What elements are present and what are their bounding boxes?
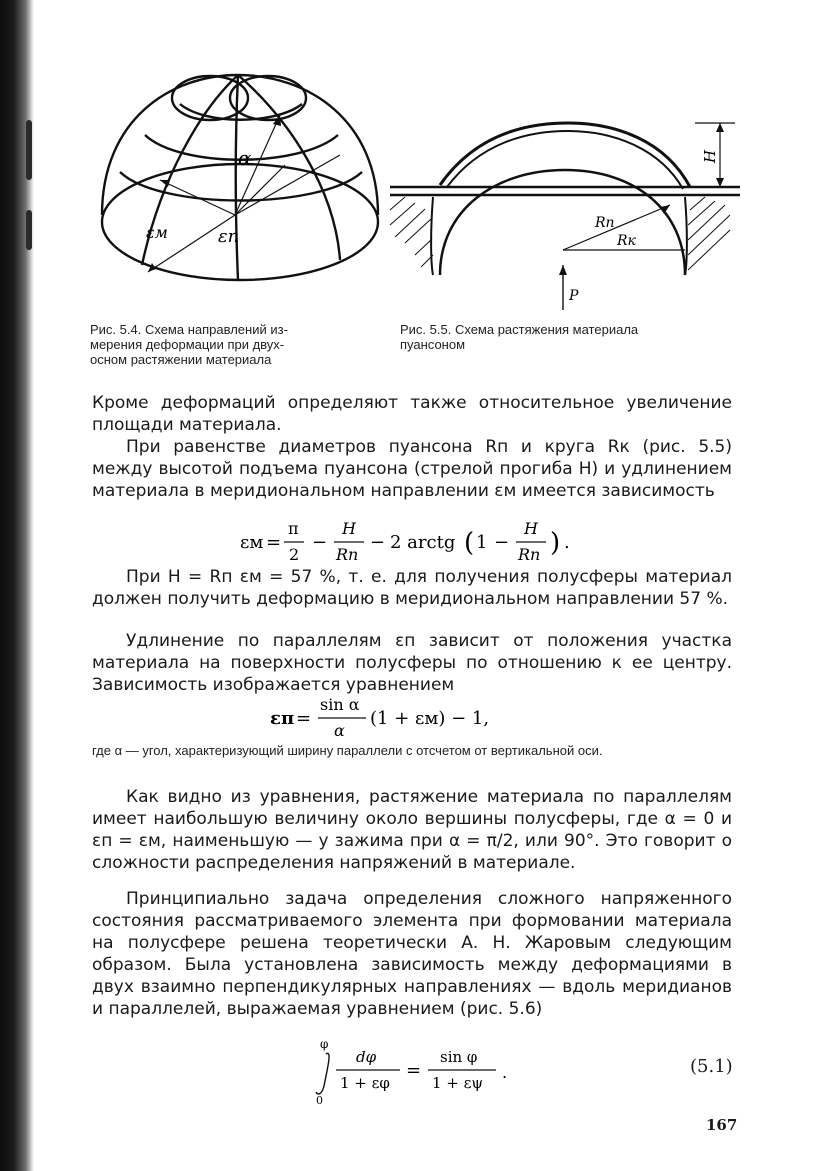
Rp-label: Rп [595,215,615,231]
Rk-label: Rк [617,233,636,249]
formula1-lhs: εм [240,532,264,553]
formula1-arctg: 2 arctg [390,532,456,553]
formula3-sinphi: sin φ [440,1048,478,1066]
formula2-lhs: εп [270,708,295,729]
formula1-period: . [564,532,570,553]
formula2-sin-alpha: sin α [320,696,360,714]
figure-5-5-punch [385,115,745,315]
formula1-minus-3: − [494,532,510,553]
formula3-denom2: 1 + εψ [432,1074,484,1092]
formula3-lower: 0 [316,1094,323,1106]
formula1-H: H [342,519,356,538]
binding-mark [26,120,32,180]
formula1-two: 2 [289,545,300,564]
paragraph-1: Кроме деформаций определяют также относительное увеличение площади материала. [92,393,732,435]
formula3-upper: φ [320,1037,329,1051]
formula2-bracket: (1 + εм) − 1, [370,708,490,729]
formula1-minus-2: − [370,532,386,553]
formula1-one: 1 [476,532,488,553]
formula3-equals: = [406,1060,422,1081]
paragraph-5: Как видно из уравнения, растяжение материала по параллелям имеет наибольшую величину около вершины полусферы, где α = 0 и εп = εм, наименьшую — у зажима при α = π/2, или 90°. Это говорит о сложности распределения напряжений в материале. [92,787,732,873]
formula1-pi: π [288,519,299,538]
figure-5-4-hemisphere [90,60,390,295]
formula-em [240,518,600,568]
binding-mark [26,210,32,250]
H-label: H [701,149,719,163]
formula-note: где α — угол, характеризующий ширину параллели с отсчетом от вертикальной оси. [92,743,603,758]
formula1-Rp-2: Rп [518,545,541,564]
P-label: P [569,288,579,304]
formula3-period: . [502,1063,508,1082]
paragraph-4: Удлинение по параллелям εп зависит от положения участка материала на поверхности полусферы по отношению к ее центру. Зависимость изображается уравнением [92,631,732,695]
figure-5-4-caption: Рис. 5.4. Схема направлений из- мерения деформации при двух- осном растяжении материала [90,322,288,367]
page-number: 167 [706,1116,738,1134]
formula1-open-paren: ( [464,528,475,558]
formula-en [270,696,550,742]
formula1-equals: = [266,532,282,553]
paragraph-2: При равенстве диаметров пуансона Rп и круга Rк (рис. 5.5) между высотой подъема пуансона (стрелой прогиба H) и удлинением материала в меридиональном направлении εм имеется зависимость [92,437,732,501]
formula3-dphi: dφ [356,1048,377,1066]
formula2-equals: = [296,708,312,729]
em-label: εм [146,223,168,242]
paragraph-3: При H = Rп εм = 57 %, т. е. для получения полусферы материал должен получить деформацию в меридиональном направлении 57 %. [92,567,732,609]
integral-sign [316,1053,329,1094]
equation-number: (5.1) [690,1056,733,1077]
formula1-H-2: H [524,519,538,538]
alpha-label: α [238,146,252,170]
formula-5-1 [312,1036,532,1106]
figure-5-5-caption: Рис. 5.5. Схема растяжения материала пуансоном [400,322,639,352]
en-label: εn [218,226,240,247]
formula3-denom1: 1 + εφ [340,1074,390,1092]
formula1-close-paren: ) [550,528,561,558]
paragraph-6: Принципиально задача определения сложного напряженного состояния рассматриваемого элемента при формовании материала на полусфере решена теоретически А. Н. Жаровым следующим образом. Была установлена зависимость между деформациями в двух взаимно перпендикулярных направлениях — вдоль меридианов и параллелей, выражаемая уравнением (рис. 5.6) [92,889,732,1019]
formula2-alpha: α [334,721,345,740]
formula1-minus: − [312,532,328,553]
formula1-Rp: Rп [336,545,359,564]
